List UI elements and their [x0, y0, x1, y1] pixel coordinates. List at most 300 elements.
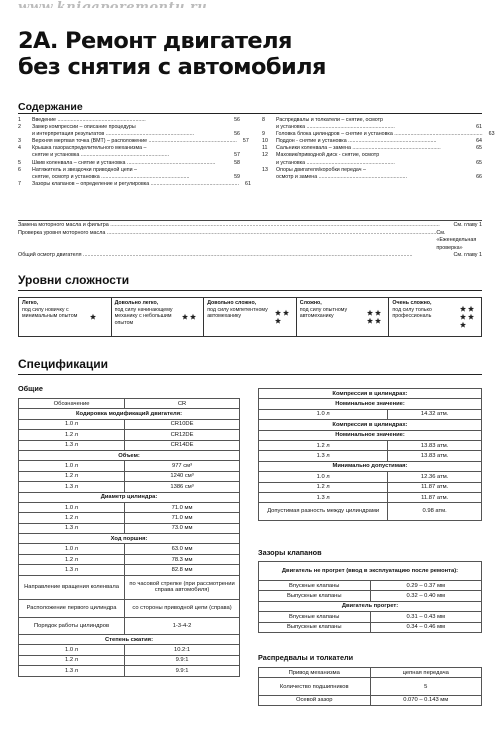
toc-text: [32, 138, 237, 145]
compression-spec-table: [258, 388, 482, 521]
difficulty-level: [19, 298, 112, 336]
table-row: [19, 575, 240, 600]
table-value-cell: 1240 см³: [125, 471, 240, 481]
difficulty-level: [204, 298, 297, 336]
table-value-cell: 0.98 атм.: [388, 503, 482, 520]
other-ref-text: Проверка уровня моторного масла: [18, 229, 106, 236]
toc-number: 5: [18, 159, 21, 166]
toc-text: [32, 124, 228, 131]
table-value-cell: 63.0 мм: [125, 544, 240, 554]
toc-row: [18, 124, 240, 131]
table-value-cell: 0.32 – 0.40 мм: [370, 591, 482, 601]
toc-number: 4: [18, 145, 21, 152]
difficulty-text: [22, 300, 86, 334]
table-label-cell: Количество подшипников: [259, 678, 371, 695]
table-label-cell: 1.2 л: [19, 554, 125, 564]
toc-page: 61: [476, 124, 482, 131]
table-row: [259, 440, 482, 450]
toc-text: [32, 174, 228, 181]
table-value-cell: 11.87 атм.: [388, 492, 482, 502]
toc-number: [18, 131, 32, 138]
toc-text: [32, 117, 228, 124]
toc-text: [32, 131, 228, 138]
table-group-header: Компрессия в цилиндрах:: [259, 420, 482, 430]
toc-leader-dots: ............................................................: [149, 180, 239, 187]
table-label-cell: 1.3 л: [19, 440, 125, 450]
valve-clearance-table: [258, 561, 482, 633]
toc-text: [276, 160, 470, 167]
toc-title: осмотр и замена: [276, 173, 318, 180]
table-label-cell: 1.2 л: [259, 482, 388, 492]
table-label-cell: 1.3 л: [19, 565, 125, 575]
table-value-cell: CR: [125, 399, 240, 409]
other-ref-text: Замена моторного масла и фильтра: [18, 222, 109, 228]
toc-page: 58: [234, 159, 240, 166]
table-value-cell: 73.0 мм: [125, 523, 240, 533]
table-label-cell: Выпускные клапаны: [259, 591, 371, 601]
table-row: [259, 612, 482, 622]
table-row: [259, 668, 482, 678]
table-row: [19, 565, 240, 575]
table-label-cell: 1.0 л: [19, 461, 125, 471]
levels-heading: Уровни сложности: [18, 273, 130, 287]
difficulty-star: [90, 314, 96, 320]
table-row: [259, 622, 482, 632]
toc-row: [18, 131, 240, 138]
other-refs-rule: [18, 220, 482, 221]
table-label-cell: Выпускные клапаны: [259, 622, 371, 632]
table-value-cell: 9.9:1: [125, 666, 240, 676]
difficulty-star: [275, 310, 281, 316]
difficulty-icon: [363, 300, 385, 334]
difficulty-desc: под силу начинающему механику с небольшим опытом: [114, 306, 173, 326]
toc-title: Верхняя мертвая точка (ВМТ) – расположение: [32, 138, 148, 145]
table-row: [19, 513, 240, 523]
toc-row: [18, 145, 240, 152]
toc-leader-dots: ............................................................: [79, 152, 170, 159]
table-label-cell: Порядок работы цилиндров: [19, 617, 125, 634]
toc-title: Головка блока цилиндров – снятие и установка: [276, 131, 393, 138]
toc-text: [276, 152, 470, 159]
difficulty-name: Очень сложно,: [392, 300, 432, 306]
toc-page: 57: [242, 138, 249, 145]
table-value-cell: 1386 см³: [125, 482, 240, 492]
difficulty-level: [112, 298, 205, 336]
toc-page: 66: [476, 173, 482, 180]
difficulty-text: [392, 300, 456, 334]
toc-number: 13: [262, 166, 268, 173]
other-ref-label-wrap: [18, 252, 453, 260]
table-label-cell: Расположение первого цилиндра: [19, 600, 125, 617]
difficulty-star: [460, 314, 466, 320]
toc-page: [470, 117, 482, 124]
table-value-cell: 13.83 атм.: [388, 440, 482, 450]
difficulty-desc: под силу новичку с минимальным опытом: [22, 306, 78, 320]
difficulty-levels: [18, 297, 482, 337]
toc-row: [18, 160, 240, 167]
difficulty-star: [367, 318, 373, 324]
table-row: [259, 591, 482, 601]
table-value-cell: 9.9:1: [125, 655, 240, 665]
toc-row: [18, 117, 240, 124]
toc-row: [18, 180, 251, 188]
other-ref-text: Общий осмотр двигателя: [18, 252, 82, 259]
table-value-cell: со стороны приводной цепи (справа): [125, 600, 240, 617]
other-ref-label-wrap: [18, 230, 436, 253]
other-ref-row: [18, 230, 482, 253]
other-ref-row: [18, 252, 482, 260]
table-row: [259, 461, 482, 471]
toc-text: [276, 117, 470, 124]
table-group-header: Двигатель прогрет:: [259, 601, 482, 611]
toc-title: и интерпретация результатов: [32, 131, 105, 138]
table-label-cell: Осевой зазор: [259, 695, 371, 705]
toc-number: 11: [262, 145, 268, 152]
title-line-2: без снятия с автомобиля: [18, 54, 326, 80]
toc-text: [276, 124, 470, 131]
levels-rule: [18, 290, 482, 291]
toc-row: [262, 152, 482, 159]
toc-number: 9: [262, 131, 265, 138]
toc-page: [470, 152, 482, 159]
table-value-cell: 10.2:1: [125, 645, 240, 655]
toc-number: 2: [18, 124, 21, 131]
table-label-cell: 1.3 л: [259, 492, 388, 502]
toc-number: 3: [18, 138, 21, 145]
toc-title: Поддон - снятие и установка: [276, 138, 347, 145]
table-row: [19, 440, 240, 450]
table-value-cell: 71.0 мм: [125, 502, 240, 512]
toc-leader-dots: ............................................................: [147, 138, 237, 145]
toc-page: 56: [234, 131, 240, 138]
table-row: [259, 562, 482, 581]
toc-text: [32, 145, 228, 152]
toc-number: 7: [18, 180, 21, 187]
toc-title: снятие, осмотр и установка: [32, 173, 100, 180]
toc-page: 65: [476, 159, 482, 166]
difficulty-star: [275, 318, 281, 324]
table-value-cell: цепная передача: [370, 668, 482, 678]
table-group-header: Диаметр цилиндра:: [19, 492, 240, 502]
toc-page: 59: [234, 173, 240, 180]
toc-text: [32, 160, 228, 167]
table-row: [259, 409, 482, 419]
difficulty-icon: [86, 300, 108, 334]
table-label-cell: 1.2 л: [19, 655, 125, 665]
table-row: [19, 492, 240, 502]
difficulty-icon: [456, 300, 478, 334]
table-label-cell: Впускные клапаны: [259, 581, 371, 591]
toc-text: [276, 167, 470, 174]
table-group-header: Ход поршня:: [19, 534, 240, 544]
toc-number: 1: [18, 117, 21, 123]
toc-title: и установка: [276, 159, 306, 166]
toc-title: Крышка газораспределительного механизма –: [32, 145, 147, 152]
leader-dots: ............................................................................................................................................................................................................................: [108, 222, 440, 228]
table-group-header: Кодировка модификаций двигателя:: [19, 409, 240, 419]
toc-leader-dots: ............................................................: [392, 131, 483, 138]
table-row: [19, 409, 240, 419]
table-group-header: Компрессия в цилиндрах:: [259, 389, 482, 399]
table-value-cell: CR14DE: [125, 440, 240, 450]
toc-leader-dots: ............................................................: [104, 131, 195, 138]
other-ref-target: См. «Еженедельная проверка»: [436, 229, 477, 251]
difficulty-name: Легко,: [22, 300, 39, 306]
table-row: [259, 399, 482, 409]
toc-page: 64: [476, 138, 482, 145]
table-value-cell: 14.32 атм.: [388, 409, 482, 419]
toc-number: 8: [262, 117, 265, 123]
difficulty-star: [468, 306, 474, 312]
toc-row: [262, 138, 482, 145]
toc-page: 61: [245, 180, 251, 187]
general-spec-table: [18, 398, 240, 677]
difficulty-stars-icon: [457, 300, 477, 334]
toc-leader-dots: ............................................................: [305, 124, 395, 131]
leader-dots: ............................................................................................................................................................................................................................: [81, 252, 413, 259]
toc-row: [18, 138, 249, 145]
table-label-cell: 1.2 л: [19, 513, 125, 523]
toc-title: Введение: [32, 117, 56, 123]
toc-number: [18, 174, 32, 181]
toc-page: 63: [488, 131, 495, 138]
toc-title: Маховик/приводной диск - снятие, осмотр: [276, 152, 380, 159]
toc-leader-dots: ............................................................: [317, 173, 407, 180]
toc-number: 10: [262, 138, 268, 145]
toc-page: [228, 124, 240, 131]
title-line-1: 2А. Ремонт двигателя: [18, 28, 292, 54]
toc-title: Замер компрессии – описание процедуры: [32, 124, 136, 131]
toc-row: [18, 167, 240, 174]
table-label-cell: 1.0 л: [19, 419, 125, 429]
table-label-cell: 1.3 л: [19, 666, 125, 676]
table-row: [19, 666, 240, 676]
table-group-header: Двигатель не прогрет (ввод в эксплуатацию после ремонта):: [259, 562, 482, 581]
toc-number: [18, 152, 32, 159]
table-label-cell: 1.2 л: [19, 430, 125, 440]
table-value-cell: CR12DE: [125, 430, 240, 440]
toc-title: Сальники коленвала – замена: [276, 145, 351, 152]
difficulty-desc: под силу компетентному автомеханику: [207, 306, 268, 320]
table-label-cell: 1.0 л: [19, 544, 125, 554]
toc-text: [276, 138, 470, 145]
valves-heading: Зазоры клапанов: [258, 548, 322, 557]
difficulty-icon: [271, 300, 293, 334]
toc-text: [32, 181, 239, 188]
difficulty-star: [375, 310, 381, 316]
difficulty-desc: под силу опытному автомеханику: [299, 306, 348, 320]
table-row: [19, 617, 240, 634]
toc-leader-dots: ............................................................: [125, 159, 216, 166]
table-value-cell: 0.31 – 0.43 мм: [370, 612, 482, 622]
table-row: [259, 492, 482, 502]
other-ref-label-wrap: [18, 222, 453, 230]
table-row: [19, 430, 240, 440]
toc-number: [262, 124, 276, 131]
table-label-cell: Обозначение: [19, 399, 125, 409]
toc-leader-dots: ............................................................: [305, 159, 395, 166]
table-label-cell: 1.3 л: [259, 451, 388, 461]
toc-text: [32, 152, 228, 159]
table-value-cell: 71.0 мм: [125, 513, 240, 523]
toc-row: [262, 174, 482, 181]
table-label-cell: Привод механизма: [259, 668, 371, 678]
table-label-cell: 1.0 л: [259, 409, 388, 419]
toc-page: [228, 145, 240, 152]
table-row: [259, 389, 482, 399]
toc-row: [262, 167, 482, 174]
difficulty-name: Довольно сложно,: [207, 300, 257, 306]
difficulty-star: [283, 310, 289, 316]
toc-title: Зазоры клапанов – определение и регулировка: [32, 180, 150, 187]
table-label-cell: 1.2 л: [19, 471, 125, 481]
difficulty-desc: под силу только профессиональ: [392, 306, 432, 320]
toc-leader-dots: ............................................................: [350, 145, 441, 152]
toc-title: и установка: [276, 124, 306, 131]
toc-left-column: [18, 117, 251, 188]
table-label-cell: 1.0 л: [19, 502, 125, 512]
table-row: [19, 482, 240, 492]
camshaft-heading: Распредвалы и толкатели: [258, 653, 354, 662]
toc-title: Натяжитель и звездочки приводной цепи –: [32, 166, 138, 173]
table-row: [19, 600, 240, 617]
toc-page: [228, 167, 240, 174]
toc-text: [32, 167, 228, 174]
table-value-cell: 13.83 атм.: [388, 451, 482, 461]
table-row: [19, 645, 240, 655]
difficulty-text: [207, 300, 271, 334]
difficulty-star: [182, 314, 188, 320]
table-value-cell: 12.36 атм.: [388, 472, 482, 482]
table-row: [19, 544, 240, 554]
leader-dots: ............................................................................................................................................................................................................................: [105, 229, 437, 236]
toc-row: [262, 160, 482, 167]
toc-number: [262, 174, 276, 181]
table-row: [19, 419, 240, 429]
toc-page: [470, 167, 482, 174]
difficulty-star: [190, 314, 196, 320]
table-row: [259, 472, 482, 482]
table-row: [19, 635, 240, 645]
table-value-cell: 78.3 мм: [125, 554, 240, 564]
general-heading: Общие: [18, 384, 43, 393]
other-ref-row: [18, 222, 482, 230]
table-value-cell: 1-3-4-2: [125, 617, 240, 634]
difficulty-stars-icon: [364, 300, 384, 334]
toc-title: Шкив коленвала – снятие и установка: [32, 159, 126, 166]
table-row: [19, 461, 240, 471]
table-row: [19, 471, 240, 481]
table-group-header: Степень сжатия:: [19, 635, 240, 645]
table-value-cell: 0.070 – 0.143 мм: [370, 695, 482, 705]
camshaft-spec-table: [258, 667, 482, 706]
difficulty-icon: [178, 300, 200, 334]
table-row: [259, 581, 482, 591]
table-value-cell: 0.34 – 0.46 мм: [370, 622, 482, 632]
difficulty-stars-icon: [272, 300, 292, 334]
difficulty-name: Сложно,: [299, 300, 322, 306]
difficulty-star: [460, 306, 466, 312]
table-value-cell: CR10DE: [125, 419, 240, 429]
table-row: [19, 399, 240, 409]
table-row: [19, 554, 240, 564]
table-label-cell: 1.3 л: [19, 482, 125, 492]
table-label-cell: 1.2 л: [259, 440, 388, 450]
title-area: [0, 8, 500, 86]
toc-text: [276, 174, 470, 181]
toc-row: [18, 174, 240, 181]
table-value-cell: 11.87 атм.: [388, 482, 482, 492]
toc-text: [276, 131, 483, 138]
specs-rule: [18, 374, 482, 375]
table-row: [259, 678, 482, 695]
toc-row: [262, 117, 482, 124]
difficulty-star: [367, 310, 373, 316]
table-group-header: Минимально допустимая:: [259, 461, 482, 471]
difficulty-text: [115, 300, 179, 334]
other-ref-target: См. главу 1: [453, 222, 482, 228]
page-title: [18, 28, 326, 80]
other-references: [18, 222, 482, 260]
table-label-cell: Впускные клапаны: [259, 612, 371, 622]
toc-row: [262, 131, 495, 138]
table-label-cell: Направление вращения коленвала: [19, 575, 125, 600]
toc-page: 57: [234, 152, 240, 159]
difficulty-star: [460, 322, 466, 328]
difficulty-name: Довольно легко,: [114, 300, 159, 306]
difficulty-star: [468, 314, 474, 320]
specs-heading: Спецификации: [18, 357, 109, 371]
table-label-cell: Допустимая разность между цилиндрами: [259, 503, 388, 520]
toc-page: 65: [476, 145, 482, 152]
table-value-cell: 5: [370, 678, 482, 695]
contents-rule: [18, 113, 482, 114]
toc-title: снятие и установка: [32, 152, 80, 159]
difficulty-stars-icon: [87, 300, 107, 334]
table-group-header: Номинальное значение:: [259, 430, 482, 440]
table-row: [259, 695, 482, 705]
toc-right-column: [262, 117, 495, 181]
table-group-header: Объем:: [19, 450, 240, 460]
toc-number: 12: [262, 152, 268, 159]
table-row: [259, 503, 482, 520]
table-group-header: Номинальное значение:: [259, 399, 482, 409]
table-label-cell: 1.0 л: [19, 645, 125, 655]
toc-leader-dots: ............................................................: [55, 117, 146, 123]
table-row: [259, 420, 482, 430]
difficulty-level: [389, 298, 481, 336]
table-row: [19, 655, 240, 665]
toc-title: Опоры двигателя/коробки передач –: [276, 166, 366, 173]
table-row: [19, 534, 240, 544]
difficulty-stars-icon: [179, 300, 199, 334]
difficulty-level: [297, 298, 390, 336]
table-value-cell: 82.8 мм: [125, 565, 240, 575]
table-row: [259, 451, 482, 461]
toc-page: 56: [234, 117, 240, 123]
toc-leader-dots: ............................................................: [99, 173, 190, 180]
table-row: [19, 450, 240, 460]
toc-number: [262, 160, 276, 167]
toc-number: 6: [18, 166, 21, 173]
contents-heading: Содержание: [18, 101, 83, 113]
table-row: [259, 482, 482, 492]
toc-row: [18, 152, 240, 159]
table-value-cell: по часовой стрелке (при рассмотрении справа автомобиля): [125, 575, 240, 600]
toc-row: [262, 124, 482, 131]
table-row: [19, 502, 240, 512]
table-row: [19, 523, 240, 533]
